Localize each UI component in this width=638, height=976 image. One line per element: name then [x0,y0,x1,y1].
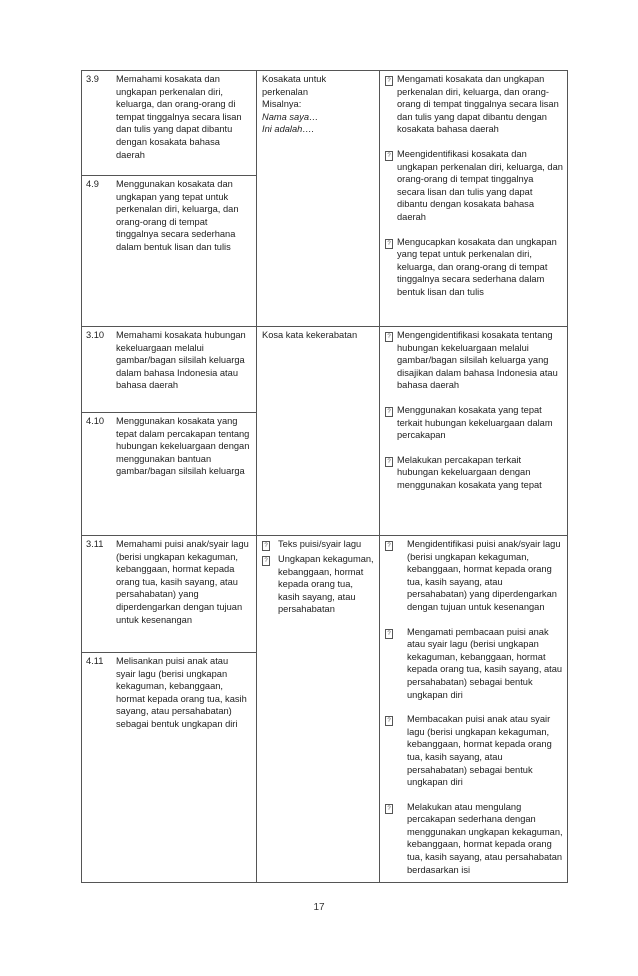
list-item: ? Mengengidentifikasi kosakata tentang hubungan kekeluargaan melalui gambar/bagan silsilah keluarga yang disajikan dalam bahasa Indonesia atau bahasa daerah [385,329,563,392]
bullet-icon: ? [262,541,270,551]
materi-title: Kosa kata kekerabatan [262,330,358,340]
list-item: ? Melakukan percakapan terkait hubungan kekeluargaan dengan menggunakan kosakata yang tepat [385,454,563,492]
kegiatan-cell [380,327,568,536]
materi-title: Kosakata untuk perkenalan [262,74,327,97]
kd-number: 4.11 [86,656,104,666]
kd-cell [82,536,257,653]
list-item: ? Ungkapan kekaguman, kebanggaan, hormat kepada orang tua, kasih sayang, atau persahabatan [262,553,375,616]
bullet-icon: ? [385,629,393,639]
bullet-icon: ? [385,76,393,86]
materi-cell [257,71,380,327]
bullet-icon: ? [262,556,270,566]
bullet-icon: ? [385,239,393,249]
table-row [82,71,568,176]
kegiatan-cell [380,71,568,327]
curriculum-table [81,70,568,883]
kegiatan-cell [380,536,568,883]
bullet-icon: ? [385,804,393,814]
kd-number: 3.11 [86,539,104,549]
bullet-icon: ? [385,332,393,342]
kd-cell [82,71,257,176]
table-row [82,327,568,413]
kd-number: 3.9 [86,74,99,84]
kd-text: Memahami kosakata hubungan kekeluargaan melalui gambar/bagan silsilah keluarga dalam bahasa Indonesia atau bahasa daerah [116,330,246,391]
list-item: ? Menggunakan kosakata yang tepat terkait hubungan kekeluargaan dalam percakapan [385,404,563,442]
kd-text: Menggunakan kosakata dan ungkapan yang tepat untuk perkenalan diri, keluarga, dan orang-orang di tempat tinggalnya secara sederhana dalam bentuk lisan dan tulis [116,179,239,252]
kd-text: Melisankan puisi anak atau syair lagu (berisi ungkapan kekaguman, kebanggaan, hormat kepada orang tua, kasih sayang, atau persahabatan) sebagai bentuk ungkapan diri [116,656,247,729]
kd-text: Menggunakan kosakata yang tepat dalam percakapan tentang hubungan kekeluargaan dengan menggunakan bantuan gambar/bagan silsilah keluarga [116,416,250,477]
bullet-icon: ? [385,541,393,551]
materi-example: Ini adalah…. [262,124,315,135]
list-item: ? Mengamati kosakata dan ungkapan perkenalan diri, keluarga, dan orang-orang di tempat tinggalnya secara lisan dan tulis yang dapat dibantu dengan kosakata bahasa daerah [385,73,563,136]
kd-text: Memahami puisi anak/syair lagu (berisi ungkapan kekaguman, kebanggaan, hormat kepada orang tua, kasih sayang, atau persahabatan) yang diperdengarkan dengan tujuan untuk kesenangan [116,539,249,625]
materi-cell [257,536,380,883]
kd-number: 4.10 [86,416,105,426]
kd-cell [82,327,257,413]
kd-cell [82,413,257,536]
bullet-icon: ? [385,457,393,467]
list-item: ? Meengidentifikasi kosakata dan ungkapan perkenalan diri, keluarga, dan orang-orang di tempat tinggalnya secara lisan dan tulis yang dapat dibantu dengan kosakata bahasa daerah [385,148,563,224]
bullet-icon: ? [385,407,393,417]
list-item: ? Mengamati pembacaan puisi anak atau syair lagu (berisi ungkapan kekaguman, kebanggaan, hormat kepada orang tua, kasih sayang, atau persahabatan) sebagai bentuk ungkapan diri [385,626,563,702]
kd-cell [82,653,257,883]
materi-cell [257,327,380,536]
kd-cell [82,176,257,327]
kd-number: 3.10 [86,330,105,340]
materi-sub: Misalnya: [262,99,302,110]
list-item: ? Mengucapkan kosakata dan ungkapan yang tepat untuk perkenalan diri, keluarga, dan orang-orang di tempat tinggalnya secara sederhana dalam bentuk lisan dan tulis [385,236,563,299]
list-item: ? Mengidentifikasi puisi anak/syair lagu (berisi ungkapan kekaguman, kebanggaan, hormat kepada orang tua, kasih sayang, atau persahabatan) yang diperdengarkan dengan tujuan untuk kesenangan [385,538,563,614]
bullet-icon: ? [385,151,393,161]
materi-example: Nama saya… [262,111,319,122]
table-row [82,536,568,653]
list-item: ? Membacakan puisi anak atau syair lagu (berisi ungkapan kekaguman, kebanggaan, hormat kepada orang tua, kasih sayang, atau persahabatan) sebagai bentuk ungkapan diri [385,713,563,789]
kd-text: Memahami kosakata dan ungkapan perkenalan diri, keluarga, dan orang-orang di tempat tinggalnya secara lisan dan tulis yang dapat dibantu dengan kosakata bahasa daerah [116,74,242,160]
list-item: ? Teks puisi/syair lagu [262,538,375,551]
kd-number: 4.9 [86,179,99,189]
page-number: 17 [313,902,325,913]
list-item: ? Melakukan atau mengulang percakapan sederhana dengan menggunakan ungkapan kekaguman, kebanggaan, hormat kepada orang tua, kasih sayang, atau persahabatan berdasarkan isi [385,801,563,877]
bullet-icon: ? [385,716,393,726]
